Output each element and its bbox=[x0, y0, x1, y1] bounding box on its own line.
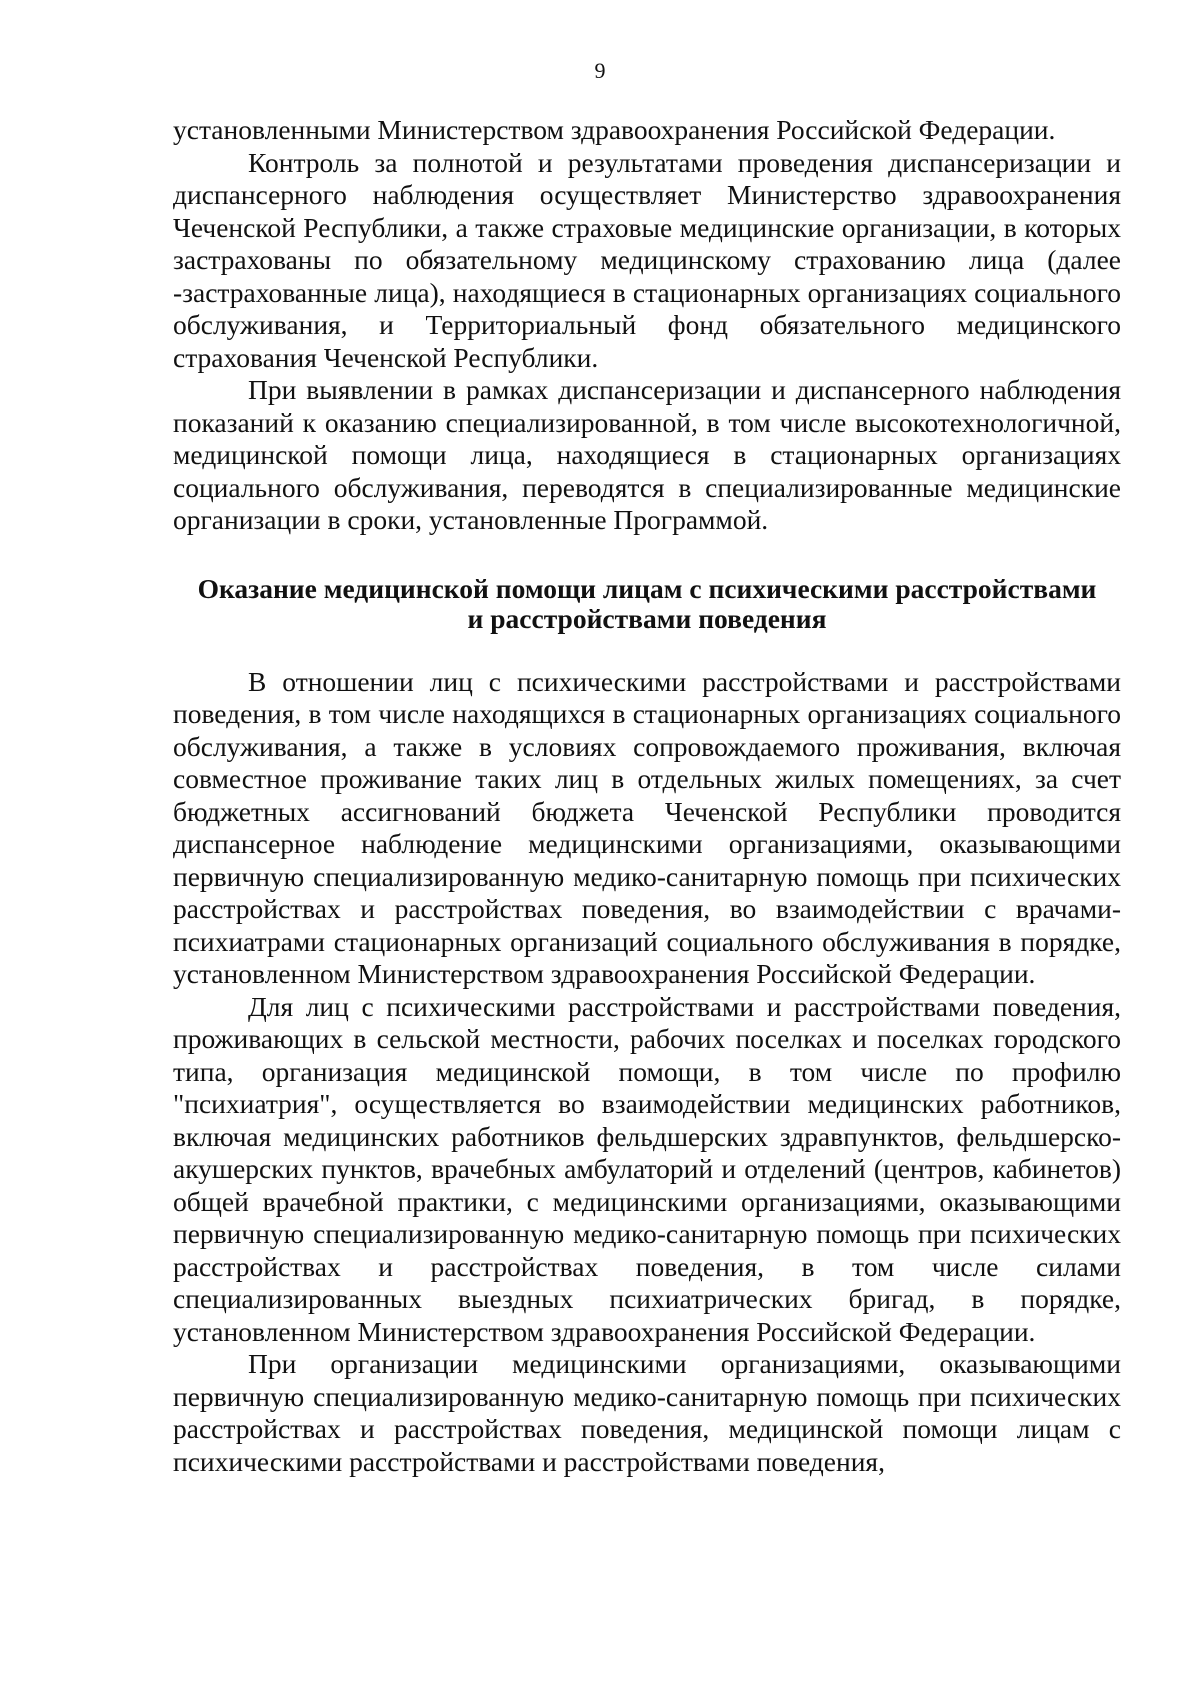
section-heading-line2: и расстройствами поведения bbox=[467, 602, 827, 634]
section-heading bbox=[173, 574, 1121, 634]
paragraph-rural-care: Для лиц с психическими расстройствами и расстройствами поведения, проживающих в сельской местности, рабочих поселках и поселках городского типа, организация медицинской помощи, в том числе по профилю "психиатрия", осуществляется во взаимодействии медицинских работников, включая медицинских работников фельдшерских здравпунктов, фельдшерско-акушерских пунктов, врачебных амбулаторий и отделений (центров, кабинетов) общей врачебной практики, с медицинскими организациями, оказывающими первичную специализированную медико-санитарную помощь при психических расстройствах и расстройствах поведения, в том числе силами специализированных выездных психиатрических бригад, в порядке, установленном Министерством здравоохранения Российской Федерации. bbox=[173, 990, 1121, 1347]
paragraph-organization: При организации медицинскими организациями, оказывающими первичную специализированную медико-санитарную помощь при психических расстройствах и расстройствах поведения, медицинской помощи лицам с психическими расстройствами и расстройствами поведения, bbox=[173, 1348, 1121, 1477]
paragraph-control: Контроль за полнотой и результатами проведения диспансеризации и диспансерного наблюдения осуществляет Министерство здравоохранения Чеченской Республики, а также страховые медицинские организации, в которых застрахованы по обязательному медицинскому страхованию лица (далее -застрахованные лица), находящиеся в стационарных организациях социального обслуживания, и Территориальный фонд обязательного медицинского страхования Чеченской Республики. bbox=[173, 146, 1121, 373]
paragraph-referral: При выявлении в рамках диспансеризации и диспансерного наблюдения показаний к оказанию специализированной, в том числе высокотехнологичной, медицинской помощи лица, находящиеся в стационарных организациях социального обслуживания, переводятся в специализированные медицинские организации в сроки, установленные Программой. bbox=[173, 374, 1121, 535]
paragraph-continuation: установленными Министерством здравоохранения Российской Федерации. bbox=[173, 114, 1056, 145]
page-number: 9 bbox=[594, 58, 606, 83]
section-heading-line1: Оказание медицинской помощи лицам с психическими расстройствами bbox=[197, 572, 1097, 604]
document-body bbox=[173, 114, 1121, 1478]
paragraph-dispensary-observation: В отношении лиц с психическими расстройствами и расстройствами поведения, в том числе находящихся в стационарных организациях социального обслуживания, а также в условиях сопровождаемого проживания, включая совместное проживание таких лиц в отдельных жилых помещениях, за счет бюджетных ассигнований бюджета Чеченской Республики проводится диспансерное наблюдение медицинскими организациями, оказывающими первичную специализированную медико-санитарную помощь при психических расстройствах и расстройствах поведения, во взаимодействии с врачами-психиатрами стационарных организаций социального обслуживания в порядке, установленном Министерством здравоохранения Российской Федерации. bbox=[173, 665, 1121, 989]
